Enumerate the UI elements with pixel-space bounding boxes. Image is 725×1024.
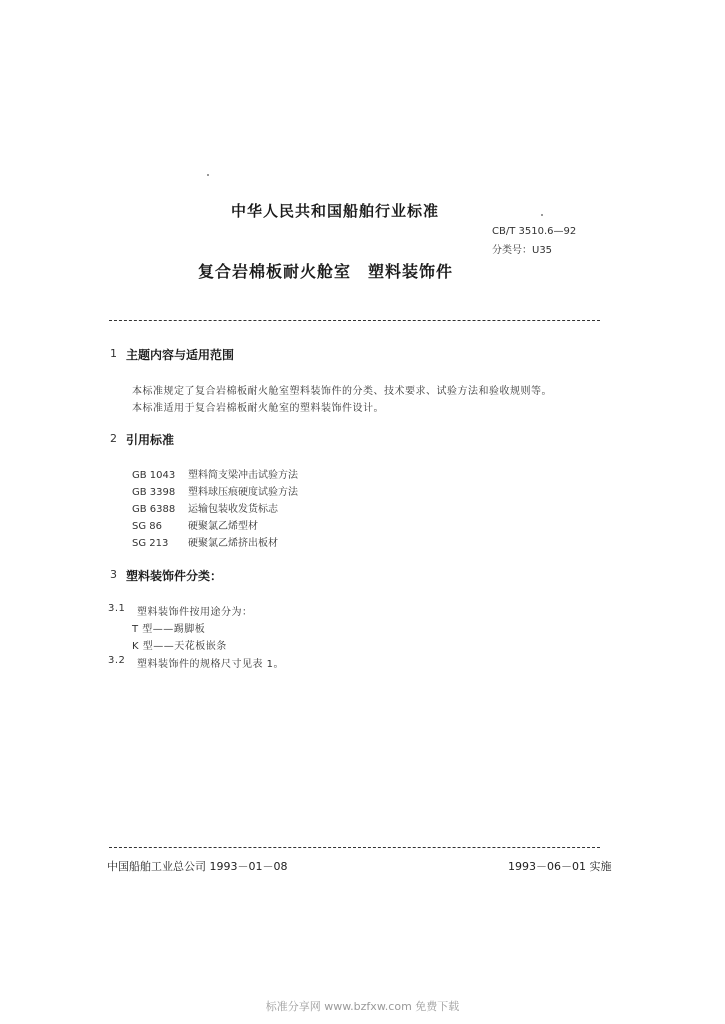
section-3-number: 3: [110, 568, 117, 581]
section-3-title: 塑料装饰件分类：: [126, 569, 223, 583]
effective-date: 1993－06－01 实施: [508, 860, 612, 873]
header-divider: [109, 320, 600, 321]
reference-item: [132, 483, 298, 498]
reference-code: SG 86: [132, 521, 162, 532]
scan-speck: [541, 214, 543, 216]
reference-item: [132, 466, 298, 481]
classification-number: 分类号：U35: [492, 245, 553, 256]
footer-divider: [109, 847, 600, 848]
reference-title: 硬聚氯乙烯型材: [188, 521, 258, 532]
type-t-item: T 型——踢脚板: [132, 624, 206, 635]
clause-3-2-text: 塑料装饰件的规格尺寸见表 1。: [137, 659, 285, 670]
document-title: 复合岩棉板耐火舱室 塑料装饰件: [198, 262, 454, 281]
clause-3-1-text: 塑料装饰件按用途分为：: [137, 607, 253, 618]
section-1-paragraph-2: 本标准适用于复合岩棉板耐火舱室的塑料装饰件设计。: [132, 403, 384, 414]
reference-title: 运输包装收发货标志: [188, 504, 278, 515]
issuer-and-date: 中国船舶工业总公司 1993－01－08: [107, 860, 288, 873]
reference-title: 硬聚氯乙烯挤出板材: [188, 538, 278, 549]
scan-speck: [207, 174, 209, 176]
org-title: 中华人民共和国船舶行业标准: [231, 202, 440, 220]
section-2-title: 引用标准: [126, 433, 175, 447]
section-1-paragraph-1: 本标准规定了复合岩棉板耐火舱室塑料装饰件的分类、技术要求、试验方法和验收规则等。: [132, 386, 552, 397]
reference-title: 塑料简支梁冲击试验方法: [188, 470, 298, 481]
type-k-item: K 型——天花板嵌条: [132, 641, 227, 652]
standard-code: CB/T 3510.6—92: [492, 226, 577, 237]
section-2-number: 2: [110, 432, 117, 445]
reference-item: [132, 534, 278, 549]
reference-item: [132, 517, 258, 532]
site-watermark: 标准分享网 www.bzfxw.com 免费下载: [265, 1000, 460, 1013]
reference-title: 塑料球压痕硬度试验方法: [188, 487, 298, 498]
reference-code: SG 213: [132, 538, 169, 549]
reference-item: [132, 500, 278, 515]
clause-3-1-number: 3.1: [108, 603, 126, 614]
section-1-number: 1: [110, 347, 117, 360]
reference-code: GB 1043: [132, 470, 176, 481]
reference-code: GB 6388: [132, 504, 176, 515]
reference-code: GB 3398: [132, 487, 176, 498]
section-1-title: 主题内容与适用范围: [126, 348, 235, 362]
clause-3-2-number: 3.2: [108, 655, 126, 666]
